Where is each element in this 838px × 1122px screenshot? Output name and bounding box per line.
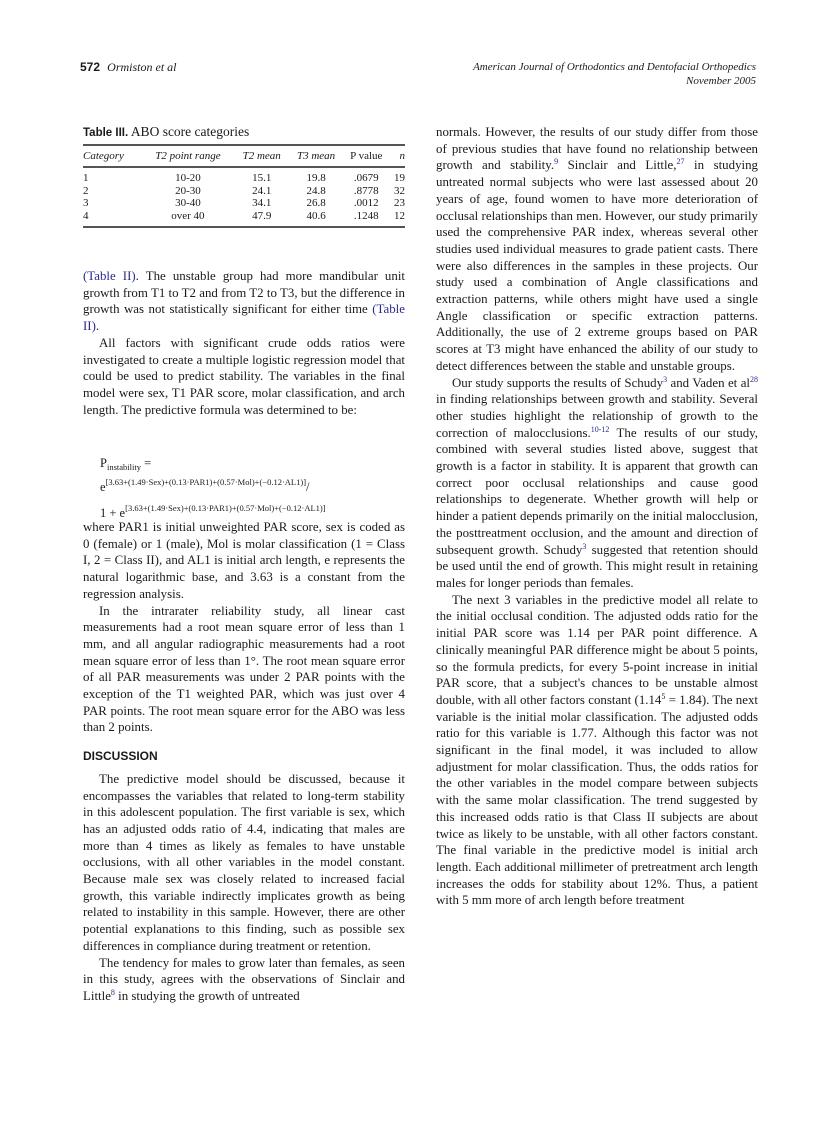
citation-ref[interactable]: 9 (554, 157, 559, 167)
paragraph: The predictive model should be discussed, because it encompasses the variables that related to long-term stability in this adolescent population. The first variable is sex, which has an adjusted odds ratio of 4.4, indicating that males are more than 4 times as likely as females to have unstable occlusions, with all other variables in the model constant. Because male sex was closely related to increased facial growth, this variable indirectly implicates growth as being related to instability in this sample. However, there are other potential explanations to this finding, such as possible sex differences in compliance during treatment or retention. (83, 771, 405, 953)
cell: 1 (83, 172, 89, 184)
cell: 24.1 (252, 184, 272, 197)
cell: 47.9 (252, 209, 272, 222)
page-number: 572 (80, 60, 101, 74)
citation-ref[interactable]: 28 (750, 374, 758, 384)
abo-score-table (83, 144, 405, 228)
paragraph: The next 3 variables in the predictive model all relate to the initial occlusal condition. The adjusted odds ratio for the initial PAR score was 1.14 per PAR point difference. A clinically meaningful PAR difference might be about 5 points, so the formula predicts, for every 5-point increase in initial PAR score, that a subject's chances to be unstable almost double, with all other factors constant $(1.14^5 = 1.84)$. The next variable is the initial molar classification. The adjusted odds ratio for this variable is 1.77. Although this factor was not significant in the final model, it was included to allow adjustment for molar classification. Thus, the odds ratios for the other variables in the model compare between subjects with the same molar classification. The trend suggested by this increased odds ratio is that Class II subjects are about twice as likely to be unstable, with all other factors constant. The final variable in the predictive model is initial arch length. Each additional millimeter of pretreatment arch length increases the odds for stability about 12%. Thus, a patient with 5 mm more of arch length before treatment (436, 592, 758, 908)
table-header-row (83, 145, 405, 167)
predictive-formula: $P_{instability}$ = e[3.63+(1.49·Sex)+(0.13·PAR1)+(0.57·Mol)+(−0.12·AL1)]/ 1 + e[3.63+(1.49·Sex)+(0.13·PAR1)+(0.57·Mol)+(−0.12·AL1)] (100, 456, 326, 520)
paragraph: (Table II). The unstable group had more mandibular unit growth from T1 to T2 and from T2 to T3, but the difference in growth was not statistically significant for either time (Table II). (83, 269, 405, 334)
cell: 3 (83, 197, 89, 209)
table-title: ABO score categories (130, 124, 250, 139)
paragraph: where PAR1 is initial unweighted PAR score, sex is coded as 0 (female) or 1 (male), Mol is molar classification (1 = Class I, 2 = Class II), and AL1 is initial arch length, e represents the natural logarithmic base, and 3.63 is a constant from the regression analysis. (83, 520, 405, 601)
table-row (83, 210, 405, 228)
running-authors: Ormiston et al (107, 60, 177, 74)
col-category: Category (83, 150, 124, 162)
cell: 15.1 (252, 172, 272, 184)
running-header-right (473, 60, 756, 88)
cell: 26.8 (306, 197, 326, 209)
table-row (83, 185, 405, 198)
paragraph: Our study supports the results of Schudy$^3$ and Vaden et $al^{28}$ in finding relationships between growth and stability. Several other studies highlight the relationship of growth to the correction of malocclusions.$^{10-12}$ The results of our study, combined with several studies listed above, suggest that growth is a factor in stability. It is apparent that growth can correct poor occlusal relationships and cause good relationships to degenerate. Whether growth will help or hinder a patient depends primarily on the initial malocclusion, the posttreatment occlusion, and the amount and direction of subsequent growth. Schudy$^3$ suggested that retention should be used until the end of growth. This might result in retaining males for longer periods than females. (436, 374, 758, 590)
cell: 10-20 (175, 172, 201, 184)
right-column (436, 124, 758, 909)
cell: 19 (394, 172, 405, 184)
cell: 34.1 (252, 197, 272, 209)
cell: 32 (394, 184, 405, 197)
exponent: 5 (661, 691, 666, 701)
cell: 24.8 (306, 184, 326, 197)
cell: 30-40 (175, 197, 201, 209)
paragraph: In the intrarater reliability study, all linear cast measurements had a root mean square error of less than 1 mm, and all angular radiographic measurements had a root mean square error of less than 1°. The root mean square error of all PAR measurements was under 2 PAR points with the exception of the T1 weighted PAR, which was just over 4 PAR points. The root mean square error for the ABO was less than 2 points. (83, 603, 405, 735)
table-caption (83, 124, 405, 140)
journal-name: American Journal of Orthodontics and Dentofacial Orthopedics (473, 61, 756, 73)
cell: .0679 (353, 172, 379, 184)
cell: .0012 (353, 197, 379, 209)
cell: .8778 (353, 184, 379, 197)
section-heading-discussion: DISCUSSION (83, 749, 158, 764)
table-label: Table III. (83, 127, 129, 139)
citation-ref[interactable]: 3 (663, 374, 668, 384)
cell: 19.8 (306, 172, 326, 184)
cell: 40.6 (306, 209, 326, 222)
table-ii-link[interactable]: (Table II) (83, 302, 405, 334)
citation-ref[interactable]: 10-12 (590, 424, 610, 434)
citation-ref[interactable]: 8 (110, 987, 115, 997)
citation-ref[interactable]: 27 (676, 157, 685, 167)
paragraph: All factors with significant crude odds ratios were investigated to create a multiple logistic regression model that could be used to predict stability. The variables in the final model were sex, T1 PAR score, molar classification, and arch length. The predictive formula was determined to be: (83, 335, 405, 417)
cell: 23 (394, 197, 405, 209)
cell: 20-30 (175, 184, 201, 197)
cell: 12 (394, 209, 405, 222)
cell: 4 (83, 209, 89, 222)
col-p-value: P value (350, 150, 383, 162)
left-column-lower (83, 519, 405, 1005)
cell: over 40 (171, 209, 205, 222)
left-column-upper (83, 268, 405, 418)
table-iii (83, 124, 405, 228)
col-t2-range: T2 point range (155, 150, 221, 162)
col-t2-mean: T2 mean (242, 150, 281, 162)
issue-date: November 2005 (686, 75, 756, 87)
col-t3-mean: T3 mean (296, 150, 336, 162)
running-header-left (80, 60, 177, 75)
cell: 2 (83, 184, 89, 197)
table-row (83, 197, 405, 210)
col-n: n (399, 150, 405, 162)
cell: .1248 (353, 209, 379, 222)
citation-ref[interactable]: 3 (582, 541, 587, 551)
table-row (83, 167, 405, 185)
paragraph: normals. However, the results of our study differ from those of previous studies that have found no relationship between growth and stability.$^9$ Sinclair and Little,$^{27}$ in studying untreated normal subjects who were last assessed about 20 years of age, found women to have more deterioration of occlusal relationships than men. However, our study primarily used the comprehensive PAR index, whereas several other studies used individual measures to grade patient casts. There were also differences in the samples in these projects. Our study used a combination of Angle classifications and extraction patterns, while others might have used a single Angle classification or specific extraction patterns. Additionally, the use of 2 extreme groups based on PAR scores at T3 might have enhanced the ability of our study to detect differences between the stable and unstable groups. (436, 125, 758, 373)
table-ii-link[interactable]: (Table II) (83, 269, 136, 283)
paragraph: The tendency for males to grow later than females, as seen in this study, agrees with the observations of Sinclair and Little$^8$ in studying the growth of untreated (83, 955, 405, 1003)
